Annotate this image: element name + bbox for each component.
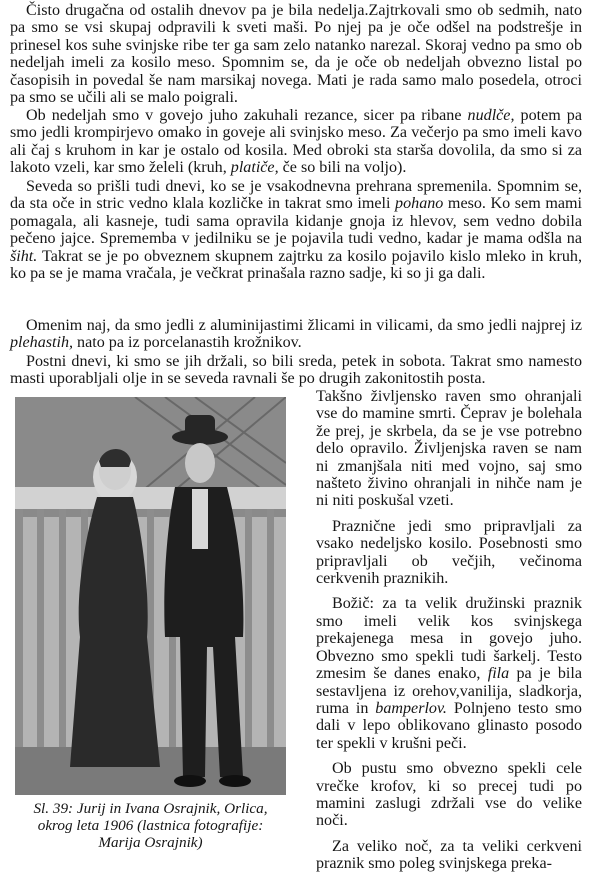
dialect-term: nudlče,	[467, 107, 515, 124]
figure-caption	[15, 800, 286, 851]
text: če so bili na voljo).	[278, 159, 407, 177]
text: Takšno življensko raven smo ohranjali vse do mamine smrti. Čeprav je bolehala že prej, je skrbela, da se je vse potrebno delo opravilo. Življenjska raven se nam ni zmanjšala niti med vojno, saj smo našteto živino ohranjali in nihče nam je ni niti poskušal vzeti.	[316, 388, 582, 510]
dialect-term: plehastih,	[10, 334, 74, 352]
dialect-term: bamperlov.	[375, 699, 447, 717]
text: Seveda so prišli tudi dnevi, ko se je vsakodnevna prehrana spremenila. Spomnim se, da sta oče in stric vedno klala kozličke in takrat smo imeli	[10, 178, 582, 213]
text: pa je bila sestavljena iz orehov,vanilija, sladkorja, ruma in	[316, 665, 582, 717]
historic-photograph	[15, 397, 286, 795]
text: Ob pustu smo obvezno spekli cele vrečke krofov, ki so precej tudi po mamini zaslugi zdržali vse do velike noči.	[316, 760, 582, 830]
text: Takrat se je po obveznem skupnem zajtrku za kosilo pojavilo kislo mleko in kruh, ko pa se je mama vračala, je večkrat prinašala razno sadje, ki so ji ga dali.	[10, 247, 582, 283]
dialect-term: šiht.	[10, 247, 38, 265]
paragraph-cutlery	[10, 317, 582, 352]
text: potem pa smo jedli krompirjevo omako in goveje ali svinjsko meso. Za večerjo pa smo imeli kavo ali čaj s kruhom in kar je ostalo od kosila. Med obroki sta starša dovolila, da smo si za lakoto vzeli, kar smo želeli (kruh,	[10, 107, 582, 177]
caption-line: Sl. 39: Jurij in Ivana Osrajnik, Orlica,	[33, 800, 268, 817]
dialect-term: pohano	[395, 195, 444, 213]
dialect-term: platiče,	[230, 159, 279, 177]
paragraph-changed-diet	[10, 178, 582, 282]
text: Za veliko noč, za ta veliki cerkveni praznik smo poleg svinjskega preka-	[316, 837, 582, 873]
text: Postni dnevi, ki smo se jih držali, so bili sreda, petek in sobota. Takrat smo namesto masti uporabljali olje in se seveda ravnali še po drugih zakonitostih posta.	[10, 353, 582, 388]
dialect-term: fila	[487, 665, 510, 683]
caption-line: Marija Osrajnik)	[98, 834, 203, 851]
text: Omenim naj, da smo jedli z aluminijastimi žlicami in vilicami, da smo jedli najprej iz	[26, 317, 582, 334]
paragraph-fasting	[10, 353, 582, 388]
text: meso. Ko sem mami pomagala, ali kasneje, tudi sama opravila kidanje gnoja iz hlevov, sem vedno dobila pečeno jajce. Sprememba v jedilniku se je pojavila tudi vedno, kadar je mama odšla na	[10, 195, 582, 248]
text: Čisto drugačna od ostalih dnevov pa je bila nedelja.Zajtrkovali smo ob sedmih, nato pa smo se vsi skupaj odpravili k sveti maši. Po njej pa je oče odšel na podstrešje in prinesel kos suhe svinjske ribe ter ga sam zelo natanko narezal. Skoraj vedno pa smo ob nedeljah imeli za kosilo meso. Spomnim se, da je oče ob nedeljah obvezno listal po časopisih in povedal še nam marsikaj novega. Mati je rada samo malo posedela, otroci pa smo se učili ali se malo poigrali.	[10, 2, 582, 107]
text: Božič: za ta velik družinski praznik smo imeli velik kos svinjskega prekajenega mesa in govejo juho. Obvezno smo spekli tudi šarkelj. Testo zmesim še danes enako,	[316, 595, 582, 683]
caption-line: okrog leta 1906 (lastnica fotografije:	[37, 817, 264, 834]
couple-photo-image	[15, 397, 286, 795]
text: Polnjeno testo smo dali v lepo oblikovano glinasto posodo ter spekli v krušni peči.	[316, 699, 582, 752]
right-column	[316, 388, 582, 881]
paragraph-sunday-meals	[10, 107, 582, 177]
text: Praznične jedi smo pripravljali za vsako nedeljsko kosilo. Posebnosti smo pripravljali ob večjih, večinoma cerkvenih praznikih.	[316, 517, 582, 588]
text: nato pa iz porcelanastih krožnikov.	[73, 334, 302, 352]
text: Ob nedeljah smo v govejo juho zakuhali rezance, sicer pa ribane	[26, 107, 468, 124]
paragraph-sunday	[10, 2, 582, 106]
